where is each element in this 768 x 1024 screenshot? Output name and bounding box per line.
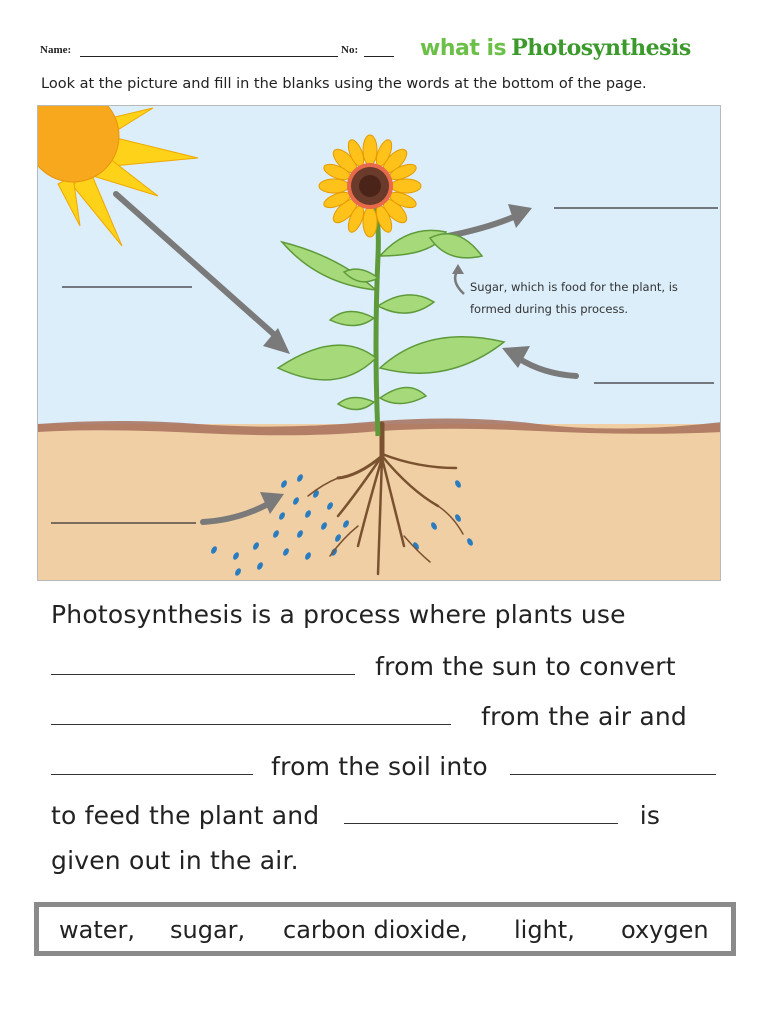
word-bank-item-sugar: sugar, xyxy=(170,916,246,944)
blank-paragraph-water[interactable] xyxy=(51,748,253,775)
word-bank-item-carbon-dioxide: carbon dioxide, xyxy=(283,916,468,944)
word-bank xyxy=(34,902,736,956)
paragraph-line-4 xyxy=(51,748,716,781)
diagram-illustration xyxy=(38,106,721,581)
number-field[interactable] xyxy=(364,42,394,57)
blank-paragraph-sugar[interactable] xyxy=(510,748,716,775)
blank-paragraph-carbon-dioxide[interactable] xyxy=(51,698,451,725)
title-main: Photosynthesis xyxy=(511,35,691,61)
title-prefix: what is xyxy=(420,36,507,61)
blank-paragraph-oxygen[interactable] xyxy=(344,797,618,824)
name-label: Name: xyxy=(40,44,72,56)
paragraph-line-3-text: from the air and xyxy=(481,702,687,731)
paragraph-line-2-text: from the sun to convert xyxy=(375,652,676,681)
paragraph-line-5-text-a: to feed the plant and xyxy=(51,801,320,830)
photosynthesis-diagram xyxy=(37,105,721,581)
word-bank-item-oxygen: oxygen xyxy=(621,916,709,944)
sunflower-icon xyxy=(319,135,421,237)
instructions-text: Look at the picture and fill in the blanks using the words at the bottom of the page. xyxy=(41,76,647,92)
worksheet-title xyxy=(420,35,691,61)
paragraph-line-1: Photosynthesis is a process where plants use xyxy=(51,600,626,629)
paragraph-line-4-text: from the soil into xyxy=(271,752,488,781)
name-field[interactable] xyxy=(80,42,338,57)
paragraph-line-2 xyxy=(51,648,676,681)
word-bank-item-light: light, xyxy=(514,916,575,944)
blank-paragraph-light[interactable] xyxy=(51,648,355,675)
word-bank-item-water: water, xyxy=(59,916,136,944)
number-label: No: xyxy=(341,44,359,56)
sugar-note-line2: formed during this process. xyxy=(470,302,629,316)
paragraph-line-6: given out in the air. xyxy=(51,846,299,875)
sugar-note-line1: Sugar, which is food for the plant, is xyxy=(470,280,678,294)
sugar-note xyxy=(470,276,678,320)
paragraph-line-3 xyxy=(51,698,687,731)
paragraph-line-5-text-b: is xyxy=(639,801,661,830)
paragraph-line-5 xyxy=(51,797,660,830)
